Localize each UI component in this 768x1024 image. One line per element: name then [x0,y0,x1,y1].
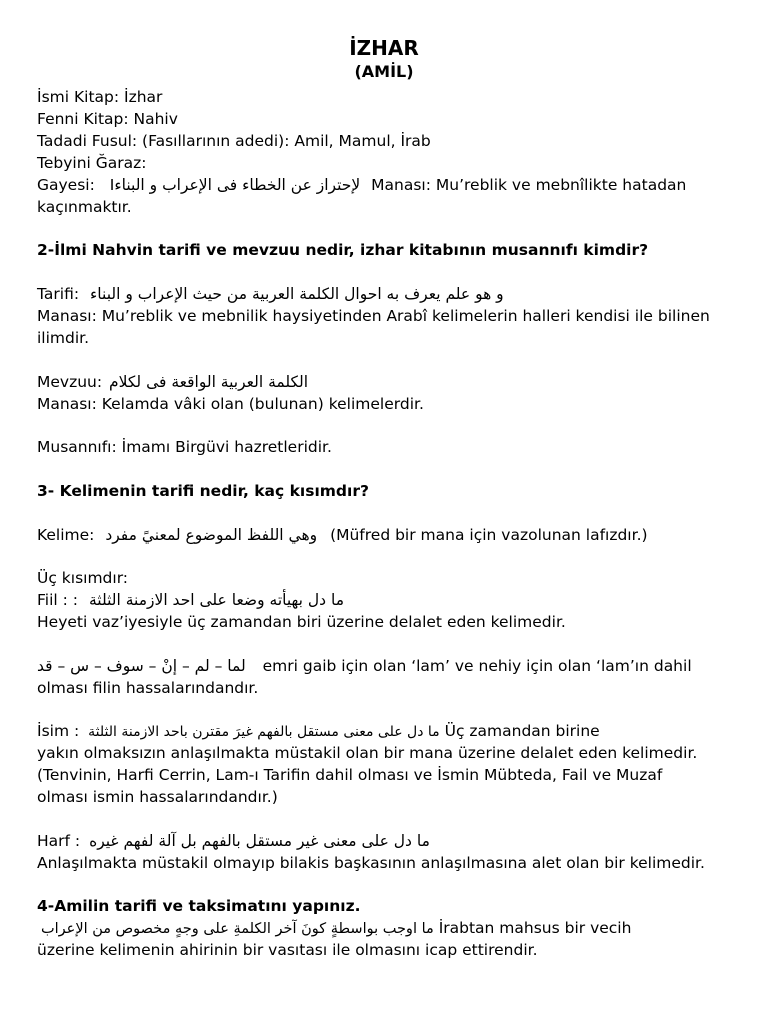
isim-meaning: Üç zamandan birine [444,722,600,740]
kelime-label: Kelime: [37,526,95,544]
amil-line [37,917,631,940]
fenni-kitap: Fenni Kitap: Nahiv [37,110,178,128]
harfler-line [37,655,692,677]
page-subtitle: (AMİL) [354,62,414,81]
fiil-label: Fiil : : [37,591,79,609]
kelime-line [37,524,648,546]
amil-meaning-cont: üzerine kelimenin ahirinin bir vasıtası ile olmasını icap ettirendir. [37,941,538,959]
page-title: İZHAR [349,36,419,60]
amil-meaning: İrabtan mahsus bir vecih [438,919,632,937]
q3-heading: 3- Kelimenin tarifi nedir, kaç kısımdır? [37,482,369,500]
mevzuu-meaning: Manası: Kelamda vâki olan (bulunan) kelimelerdir. [37,395,424,413]
fiil-meaning: Heyeti vaz’iyesiyle üç zamandan biri üzerine delalet eden kelimedir. [37,613,566,631]
gayesi-meaning-cont: kaçınmaktır. [37,198,132,216]
harfler-arabic: لما – لم – إنْ – سوف – س – قد [37,657,246,675]
mevzuu-line [37,371,308,393]
fiil-arabic: ما دل بهيأته وضعا على احد الازمنة الثلثة [88,591,345,609]
ismi-kitap: İsmi Kitap: İzhar [37,88,163,106]
gayesi-label: Gayesi: [37,176,95,194]
harf-meaning: Anlaşılmakta müstakil olmayıp bilakis başkasının anlaşılmasına alet olan bir kelimedir. [37,854,705,872]
tadadi-fusul: Tadadi Fusul: (Fasıllarının adedi): Amil, Mamul, İrab [37,132,431,150]
gayesi-line [37,174,686,196]
isim-arabic: ما دل على معنى مستقل بالفهم غيرَ مقترن باحد الازمنة الثلثة [88,724,440,740]
musannif-line: Musannıfı: İmamı Birgüvi hazretleridir. [37,438,332,456]
isim-meaning-cont: yakın olmaksızın anlaşılmakta müstakil olan bir mana üzerine delalet eden kelimedir. [37,744,698,762]
tarifi-arabic: و هو علم يعرف به احوال الكلمة العربية من حيث الإعراب و البناء [90,285,504,303]
uc-kisim: Üç kısımdır: [37,569,129,587]
fiil-line [37,589,344,611]
tarifi-line [37,283,504,305]
harfler-meaning-cont: olması filin hassalarındandır. [37,679,259,697]
gayesi-arabic: لإحتراز عن الخطاء فى الإعراب و البناءI [109,176,361,194]
amil-arabic: ما اوجب بواسطةٍ كونَ آخر الكلمةِ على وجهٍ مخصوص من الإعراب [41,921,434,937]
tarifi-meaning-cont: ilimdir. [37,329,90,347]
isim-note-cont: olması ismin hassalarındandır.) [37,788,278,806]
tarifi-meaning: Manası: Mu’reblik ve mebnilik haysiyetinden Arabî kelimelerin halleri kendisi ile bilinen [37,307,710,325]
isim-note: (Tenvinin, Harfi Cerrin, Lam-ı Tarifin dahil olması ve İsmin Mübteda, Fail ve Muzaf [37,766,663,784]
kelime-arabic: وهي اللفظ الموضوع لمعنيً مفرد [105,526,318,544]
mevzuu-label: Mevzuu: [37,373,103,391]
harf-arabic: ما دل على معنى غير مستقل بالفهم بل آلة لفهم غيره [89,832,430,850]
isim-line [37,720,600,743]
harfler-meaning: emri gaib için olan ‘lam’ ve nehiy için olan ‘lam’ın dahil [262,657,692,675]
harf-label: Harf : [37,832,81,850]
harf-line [37,830,430,852]
tarifi-label: Tarifi: [37,285,80,303]
isim-label: İsim : [37,722,80,740]
mevzuu-arabic: الكلمة العربية الواقعة فى لكلام [109,373,309,391]
gayesi-meaning: Manası: Mu’reblik ve mebnîlikte hatadan [371,176,687,194]
tebyini-garaz: Tebyini Ğaraz: [37,154,147,172]
kelime-meaning: (Müfred bir mana için vazolunan lafızdır.) [330,526,648,544]
q4-heading: 4-Amilin tarifi ve taksimatını yapınız. [37,897,361,915]
q2-heading: 2-İlmi Nahvin tarifi ve mevzuu nedir, izhar kitabının musannıfı kimdir? [37,241,649,259]
